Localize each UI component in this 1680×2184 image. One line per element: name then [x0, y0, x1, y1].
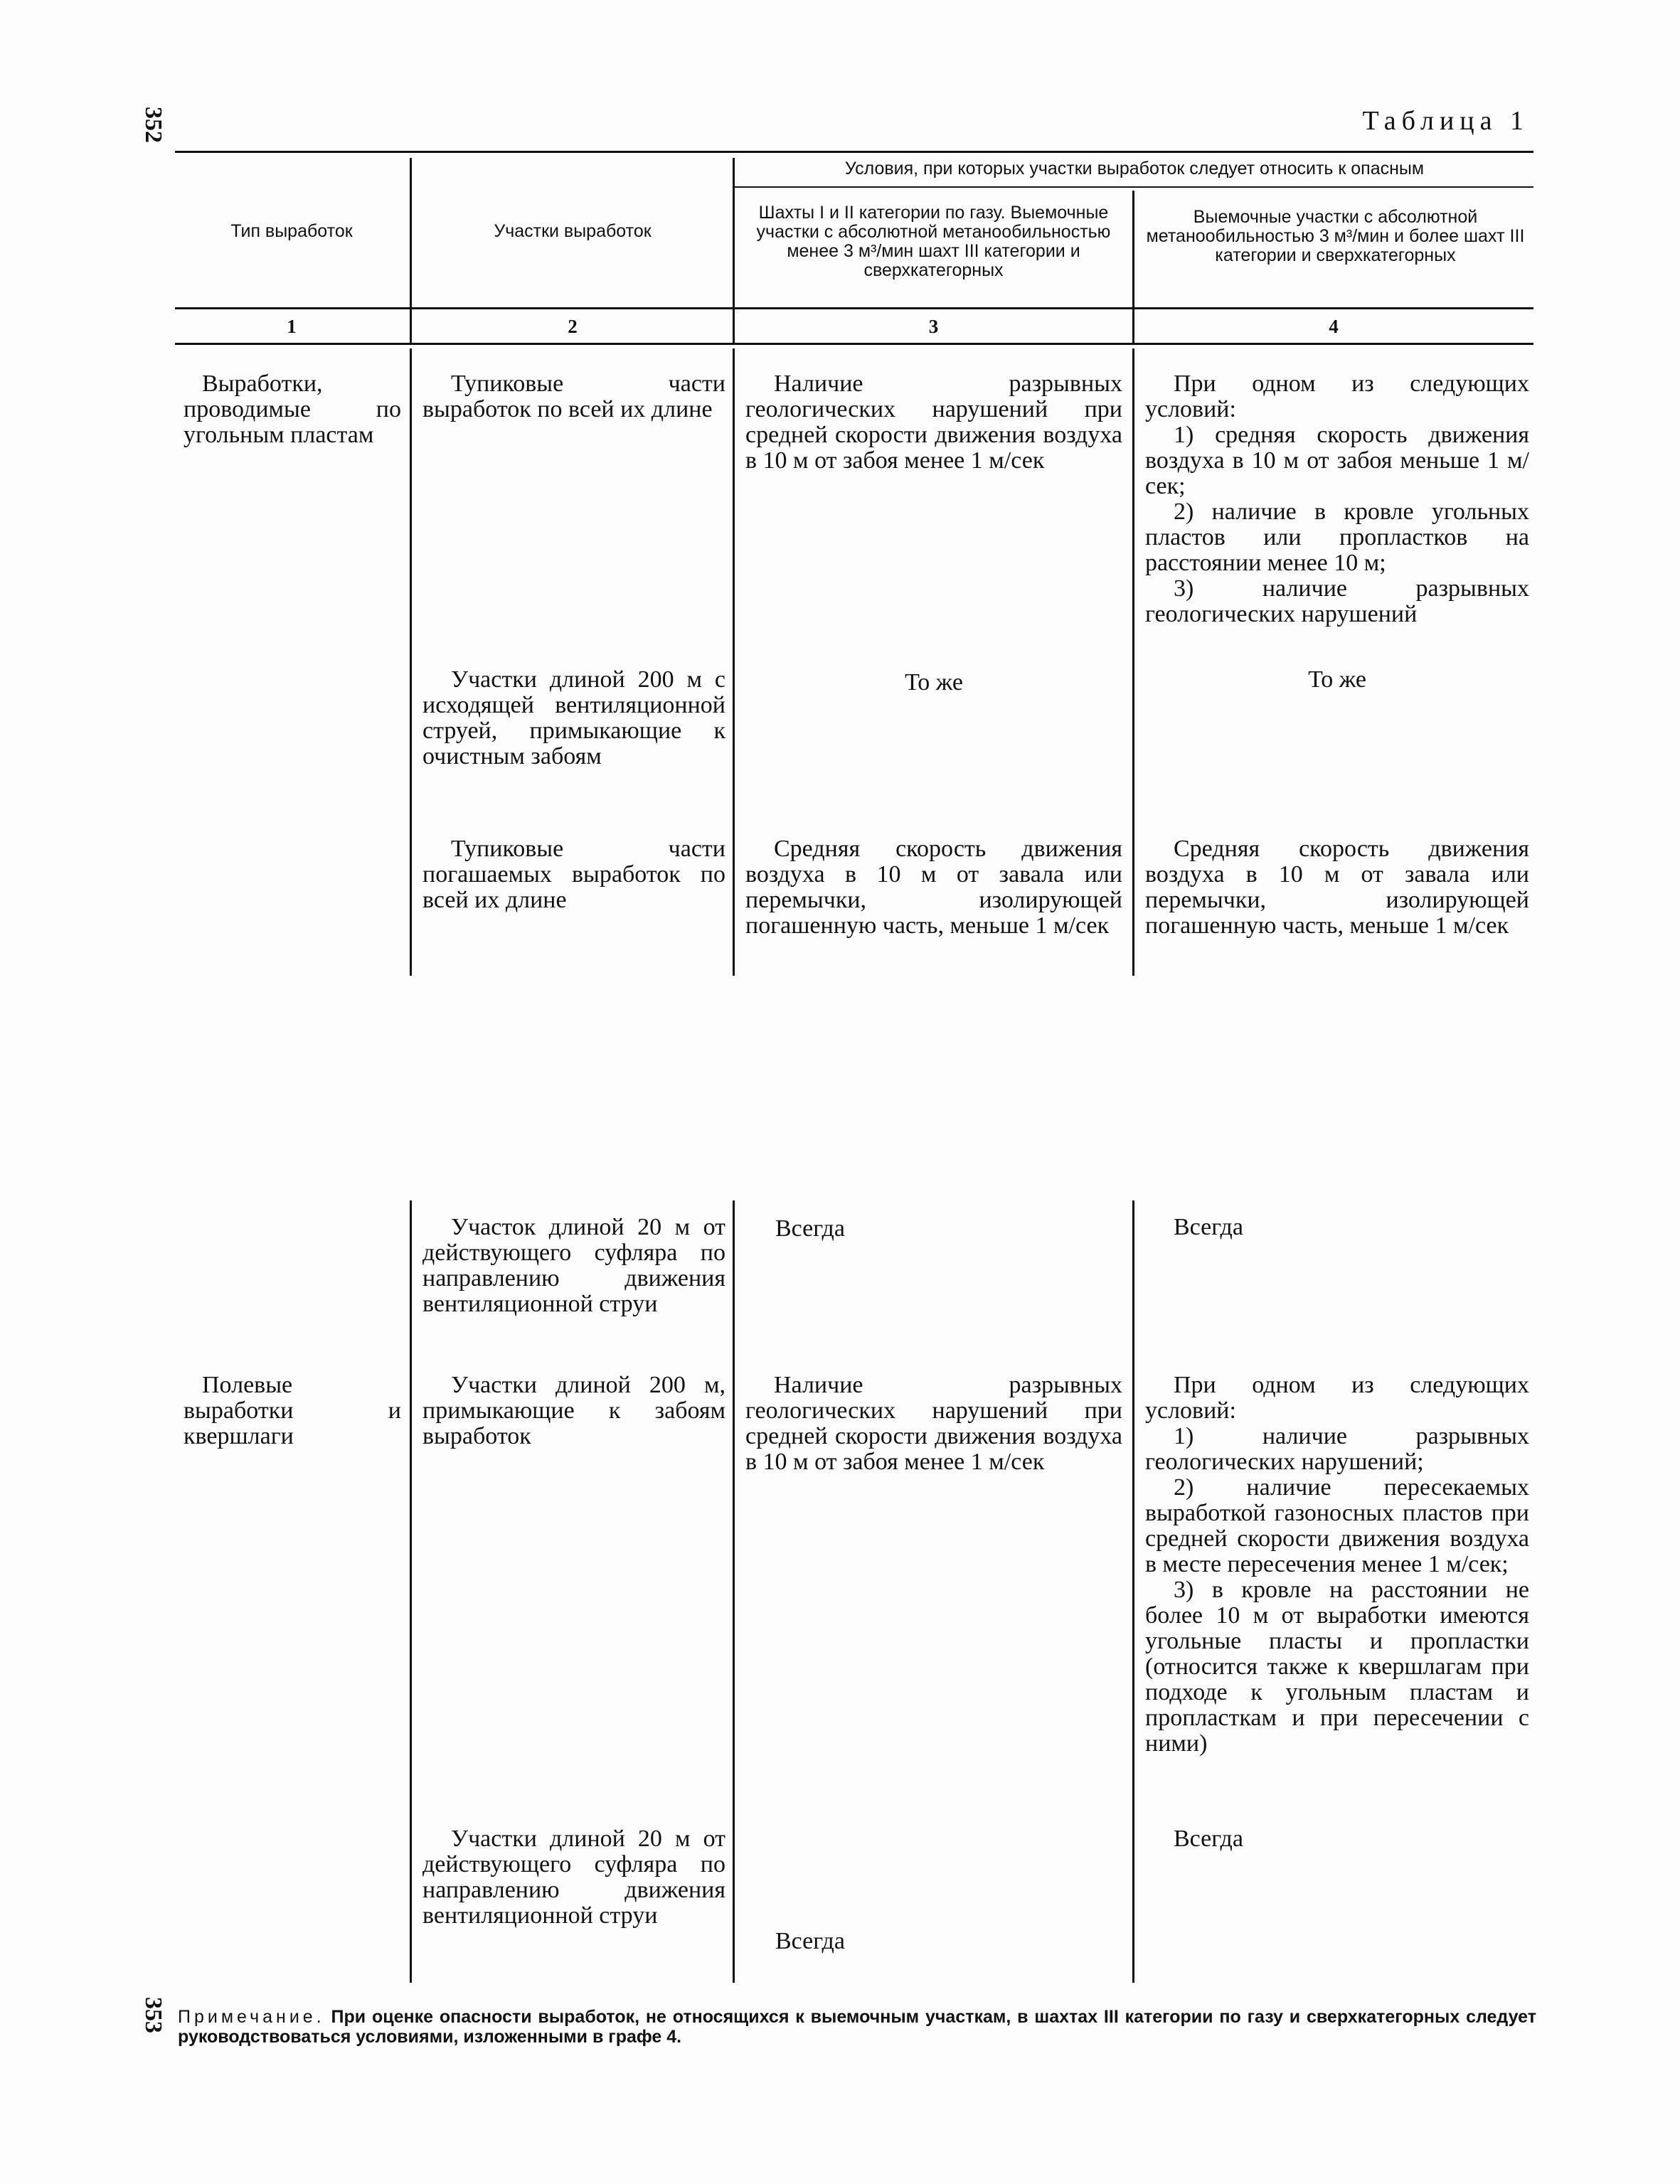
row4-type: Полевые выработки и квершлаги	[184, 1372, 401, 1449]
column-divider-2-lower	[733, 1200, 735, 1983]
row5-col4-item: 2) наличие пересекаемых выработкой газоносных пластов при средней скорости движения воздуха в месте пересечения менее 1 м/сек;	[1145, 1474, 1529, 1577]
row5-col4	[1145, 1373, 1529, 1757]
header-bottom-rule	[175, 307, 1533, 309]
group-header-rule	[733, 186, 1533, 188]
column-divider-1-lower	[410, 1200, 412, 1983]
row1-col4-item: 1) средняя скорость движения воздуха в 10 м от забоя меньше 1 м/сек;	[1145, 422, 1529, 499]
header-col3: Шахты I и II категории по газу. Выемочные участки с абсолютной метанообильностью менее 3 м³/мин шахт III категории и сверхкатегорных	[756, 203, 1111, 280]
row6-col4: Всегда	[1174, 1826, 1243, 1852]
row6-col3: Всегда	[775, 1928, 845, 1954]
row5-col4-item: 3) в кровле на расстоянии не более 10 м от выработки имеются угольные пласты и пропластки (относится также к квершлагам при подходе к угольным пластам и пропласткам и при пересечении с ними)	[1145, 1577, 1529, 1757]
table-top-rule	[175, 151, 1533, 153]
row3-col4: Средняя скорость движения воздуха в 10 м от завала или перемычки, изолирующей погашенную часть, меньше 1 м/сек	[1145, 836, 1529, 939]
row4-section: Участок длиной 20 м от действующего суфляра по направлению движения вентиляционной струи	[422, 1214, 725, 1317]
row1-col3: Наличие разрывных геологических нарушений при средней скорости движения воздуха в 10 м от забоя менее 1 м/сек	[745, 371, 1122, 474]
header-col2: Участки выработок	[494, 221, 652, 241]
table-title: Таблица 1	[1362, 106, 1529, 136]
row1-col4-item: 3) наличие разрывных геологических нарушений	[1145, 575, 1529, 627]
table-note	[178, 2007, 1536, 2047]
column-divider-1	[410, 158, 412, 343]
page-number-top: 352	[140, 107, 166, 143]
row4-col4: Всегда	[1174, 1214, 1243, 1240]
column-divider-3-lower	[1132, 1200, 1134, 1983]
row2-col3: То же	[905, 669, 963, 696]
row3-col3: Средняя скорость движения воздуха в 10 м от завала или перемычки, изолирующей погашенную часть, меньше 1 м/сек	[745, 836, 1122, 939]
page-number-bottom: 353	[140, 1997, 166, 2033]
row5-section: Участки длиной 200 м, примыкающие к забоям выработок	[422, 1372, 725, 1449]
note-label: Примечание.	[178, 2007, 325, 2027]
row3-section: Тупиковые части погашаемых выработок по всей их длине	[422, 836, 725, 913]
row1-col4	[1145, 371, 1529, 627]
column-divider-3-upper	[1132, 348, 1134, 976]
column-divider-3	[1132, 191, 1134, 343]
row1-section: Тупиковые части выработок по всей их длине	[422, 371, 725, 422]
column-divider-2-upper	[733, 348, 735, 976]
row2-col4: То же	[1308, 666, 1366, 693]
row1-type: Выработки, проводимые по угольным пластам	[184, 371, 401, 448]
row5-col3: Наличие разрывных геологических нарушений при средней скорости движения воздуха в 10 м от забоя менее 1 м/сек	[745, 1372, 1122, 1475]
column-divider-2	[733, 158, 735, 343]
numbers-bottom-rule	[175, 343, 1533, 345]
column-divider-1-upper	[410, 348, 412, 976]
column-number-1: 1	[287, 316, 297, 337]
row4-col3: Всегда	[775, 1215, 845, 1242]
header-group: Условия, при которых участки выработок следует относить к опасным	[844, 159, 1425, 179]
column-number-4: 4	[1329, 316, 1339, 337]
row1-col4-intro: При одном из следующих условий:	[1145, 371, 1529, 422]
header-col1: Тип выработок	[230, 221, 353, 241]
row5-col4-item: 1) наличие разрывных геологических нарушений;	[1145, 1423, 1529, 1475]
column-number-3: 3	[928, 316, 939, 337]
row2-section: Участки длиной 200 м с исходящей вентиляционной струей, примыкающие к очистным забоям	[422, 666, 725, 769]
note-text: При оценке опасности выработок, не относящихся к выемочным участкам, в шахтах III категории по газу и сверхкатегорных следует руководствоваться условиями, изложенными в графе 4.	[178, 2007, 1536, 2047]
row1-col4-item: 2) наличие в кровле угольных пластов или пропластков на расстоянии менее 10 м;	[1145, 499, 1529, 576]
row6-section: Участки длиной 20 м от действующего суфляра по направлению движения вентиляционной струи	[422, 1826, 725, 1929]
row5-col4-intro: При одном из следующих условий:	[1145, 1372, 1529, 1424]
column-number-2: 2	[568, 316, 578, 337]
header-col4: Выемочные участки с абсолютной метанообильностью 3 м³/мин и более шахт III категории и сверхкатегорных	[1146, 207, 1525, 265]
